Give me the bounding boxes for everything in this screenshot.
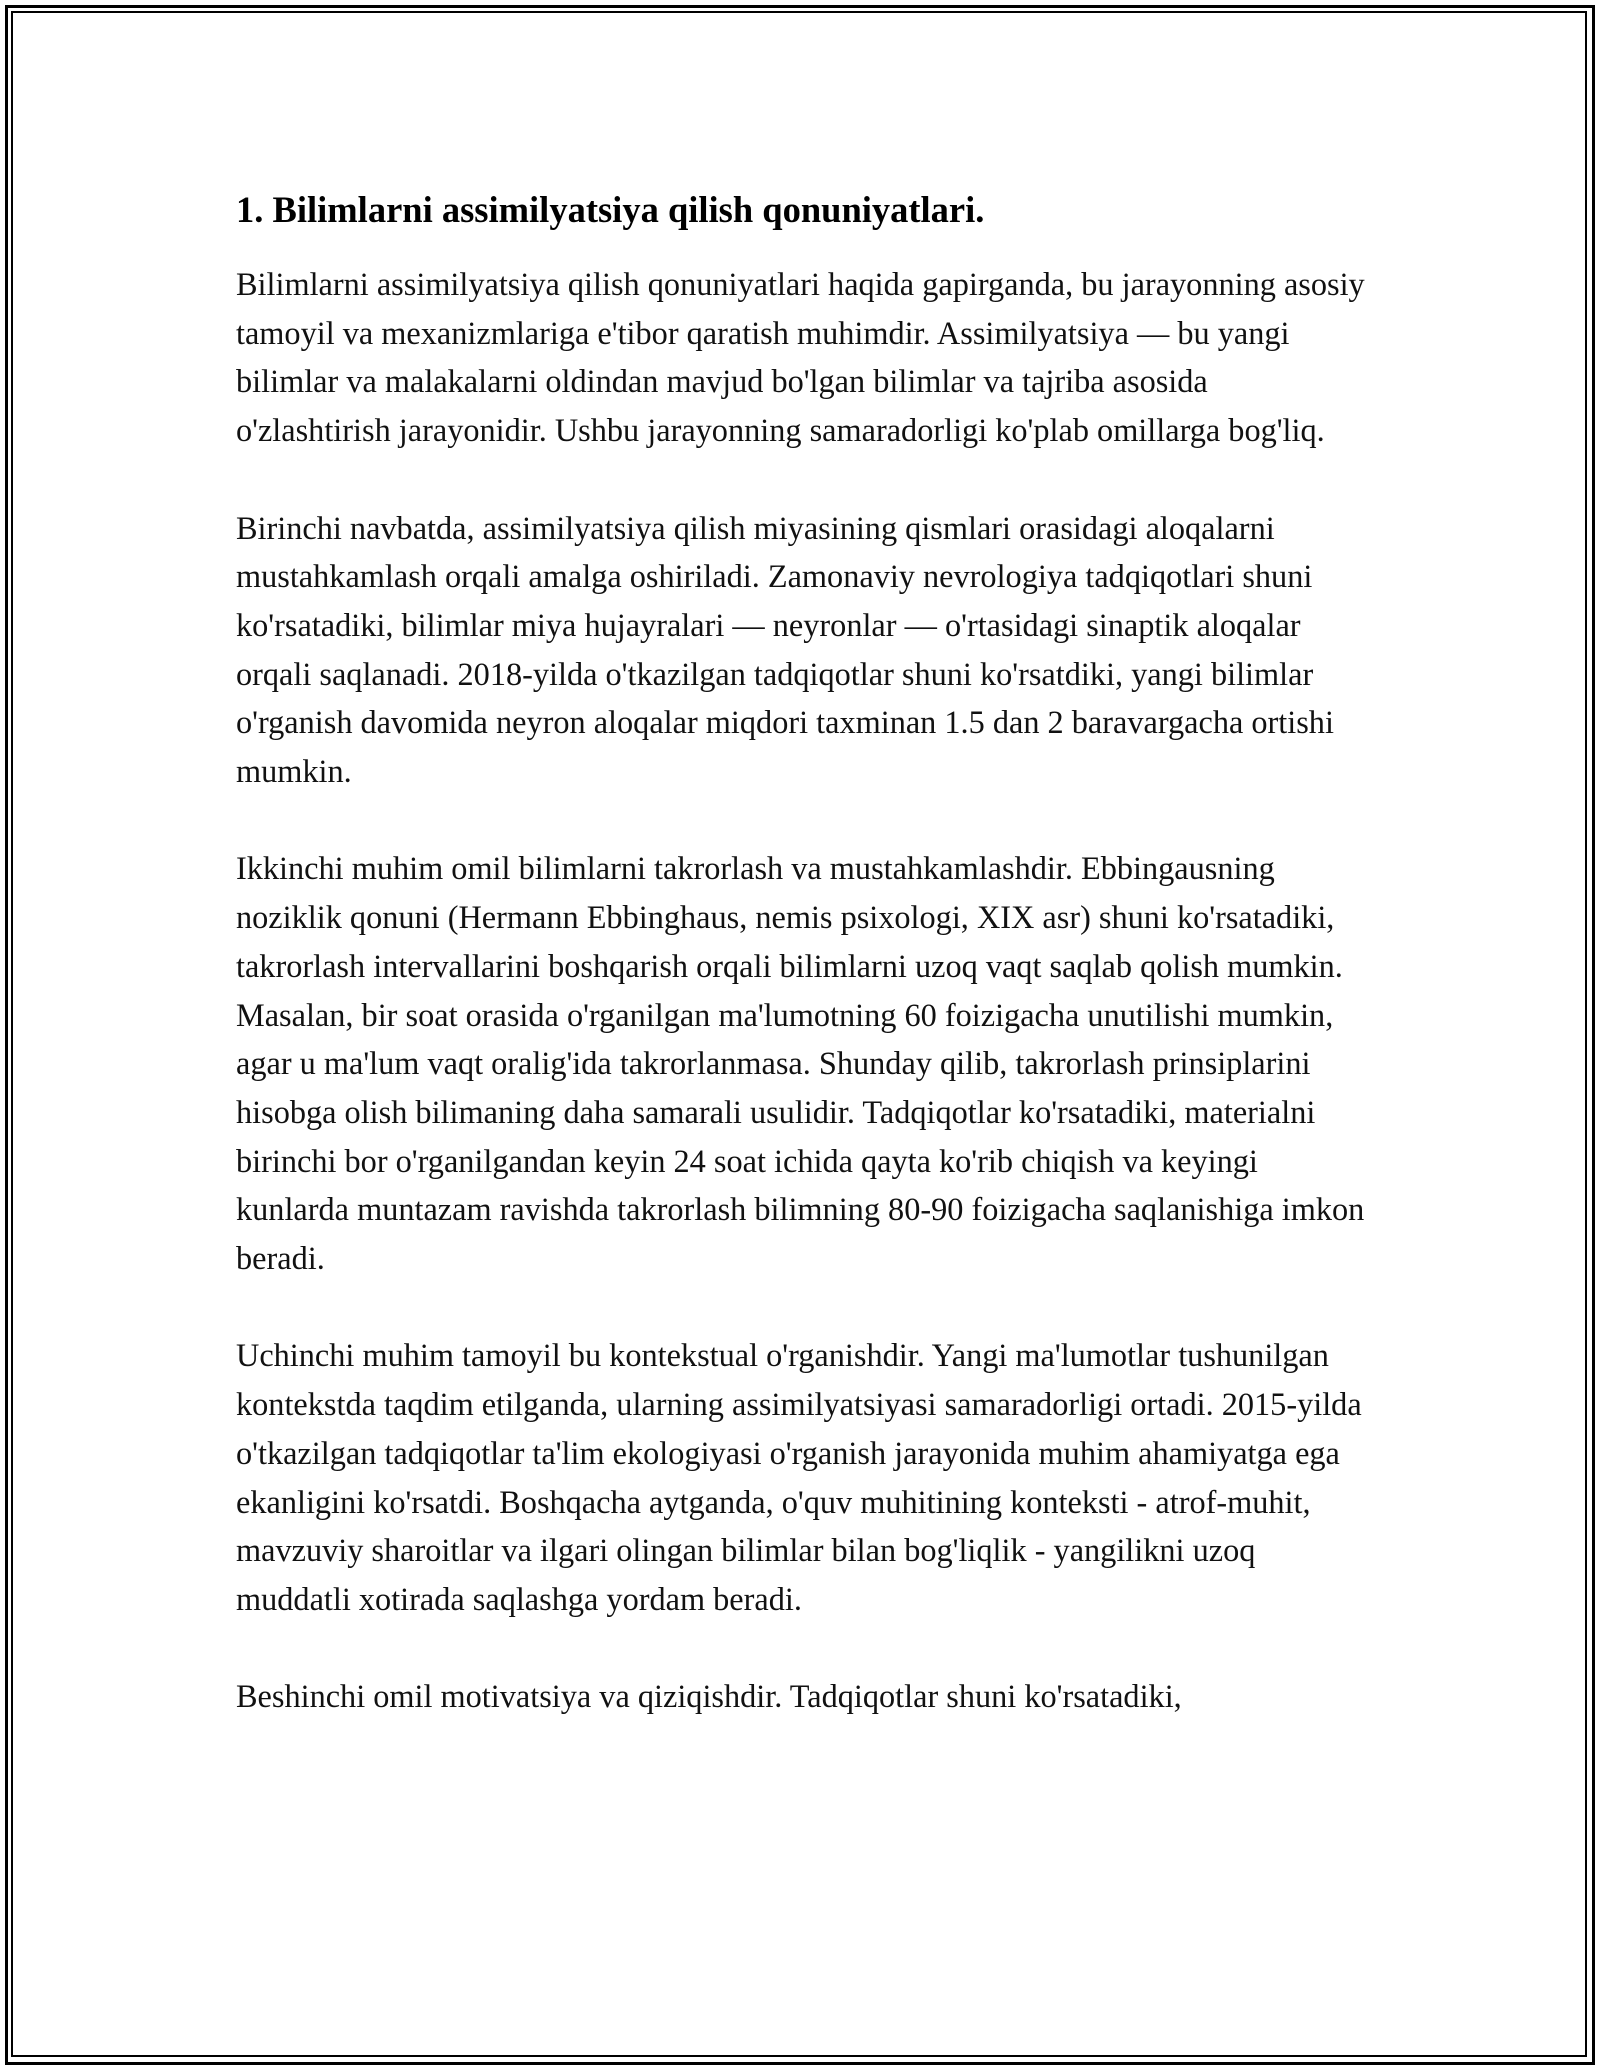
paragraph-first-factor: Birinchi navbatda, assimilyatsiya qilish miyasining qismlari orasidagi aloqalarni mustahkamlash orqali amalga oshiriladi. Zamonaviy nevrologiya tadqiqotlari shuni ko'rsatadiki, bilimlar miya hujayralari — neyronlar — o'rtasidagi sinaptik aloqalar orqali saqlanadi. 2018-yilda o'tkazilgan tadqiqotlar shuni ko'rsatdiki, yangi bilimlar o'rganish davomida neyron aloqalar miqdori taxminan 1.5 dan 2 baravargacha ortishi mumkin. (236, 509, 1334, 790)
paragraph-third-principle: Uchinchi muhim tamoyil bu kontekstual o'rganishdir. Yangi ma'lumotlar tushunilgan kontekstda taqdim etilganda, ularning assimilyatsiyasi samaradorligi ortadi. 2015-yilda o'tkazilgan tadqiqotlar ta'lim ekologiyasi o'rganish jarayonida muhim ahamiyatga ega ekanligini ko'rsatdi. Boshqacha aytganda, o'quv muhitining konteksti - atrof-muhit, mavzuviy sharoitlar va ilgari olingan bilimlar bilan bog'liqlik - yangilikni uzoq muddatli xotirada saqlashga yordam beradi. (236, 1337, 1362, 1617)
paragraph-second-factor: Ikkinchi muhim omil bilimlarni takrorlash va mustahkamlashdir. Ebbingausning noziklik qonuni (Hermann Ebbinghaus, nemis psixologi, XIX asr) shuni ko'rsatadiki, takrorlash intervallarini boshqarish orqali bilimlarni uzoq vaqt saqlab qolish mumkin. Masalan, bir soat orasida o'rganilgan ma'lumotning 60 foizigacha unutilishi mumkin, agar u ma'lum vaqt oralig'ida takrorlanmasa. Shunday qilib, takrorlash prinsiplarini hisobga olish bilimaning daha samarali usulidir. Tadqiqotlar ko'rsatadiki, materialni birinchi bor o'rganilgandan keyin 24 soat ichida qayta ko'rib chiqish va keyingi kunlarda muntazam ravishda takrorlash bilimning 80-90 foizigacha saqlanishiga imkon beradi. (236, 850, 1365, 1277)
document-body (236, 188, 1366, 1770)
section-heading: 1. Bilimlarni assimilyatsiya qilish qonuniyatlari. (236, 189, 985, 230)
paragraph-intro: Bilimlarni assimilyatsiya qilish qonuniyatlari haqida gapirganda, bu jarayonning asosiy tamoyil va mexanizmlariga e'tibor qaratish muhimdir. Assimilyatsiya — bu yangi bilimlar va malakalarni oldindan mavjud bo'lgan bilimlar va tajriba asosida o'zlashtirish jarayonidir. Ushbu jarayonning samaradorligi ko'plab omillarga bog'liq. (236, 266, 1365, 449)
paragraph-fifth-factor: Beshinchi omil motivatsiya va qiziqishdir. Tadqiqotlar shuni ko'rsatadiki, (236, 1678, 1182, 1715)
